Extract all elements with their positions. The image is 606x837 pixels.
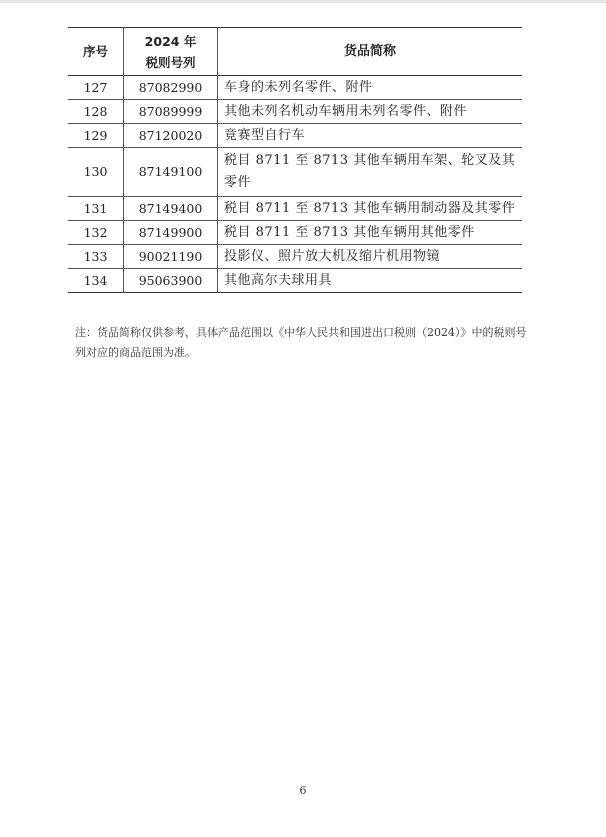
row-seq: 131: [68, 197, 124, 221]
row-name: 车身的未列名零件、附件: [224, 79, 373, 95]
row-name: 税目 8711 至 8713 其他车辆用车架、轮叉及其零件: [224, 153, 516, 190]
table-row: [68, 124, 522, 148]
row-name: 税目 8711 至 8713 其他车辆用制动器及其零件: [224, 200, 516, 216]
table-row: [68, 148, 522, 197]
table-row: [68, 197, 522, 221]
row-code: 87149100: [124, 148, 218, 197]
row-seq: 127: [68, 76, 124, 100]
row-seq: 132: [68, 221, 124, 245]
header-code: [124, 28, 218, 76]
tariff-table-container: [68, 27, 522, 293]
table-row: [68, 100, 522, 124]
row-seq: 133: [68, 245, 124, 269]
header-name: 货品简称: [343, 44, 396, 59]
header-code-line2: 税则号列: [145, 54, 196, 70]
footnote: 注：货品简称仅供参考，具体产品范围以《中华人民共和国进出口税则（2024）》中的税则号列对应的商品范围为准。: [75, 326, 527, 359]
header-code-line1: 2024 年: [144, 33, 197, 49]
row-code: 87082990: [124, 76, 218, 100]
row-code: 87149900: [124, 221, 218, 245]
header-row: [68, 28, 522, 76]
row-seq: 130: [68, 148, 124, 197]
row-name: 其他高尔夫球用具: [224, 272, 333, 288]
row-name: 竟赛型自行车: [224, 127, 306, 143]
row-name: 税目 8711 至 8713 其他车辆用其他零件: [224, 224, 475, 240]
row-seq: 134: [68, 269, 124, 293]
row-seq: 128: [68, 100, 124, 124]
table-row: [68, 76, 522, 100]
row-name: 其他未列名机动车辆用未列名零件、附件: [224, 103, 468, 119]
table-row: [68, 269, 522, 293]
table-row: [68, 221, 522, 245]
row-code: 87149400: [124, 197, 218, 221]
table-header: [68, 28, 522, 76]
table-row: [68, 245, 522, 269]
row-code: 95063900: [124, 269, 218, 293]
page-number: 6: [299, 784, 307, 797]
row-name: 投影仪、照片放大机及缩片机用物镜: [224, 248, 441, 264]
table-body: [68, 76, 522, 293]
row-code: 87089999: [124, 100, 218, 124]
header-seq: 序号: [68, 28, 124, 76]
row-seq: 129: [68, 124, 124, 148]
tariff-table: [68, 27, 522, 293]
row-code: 87120020: [124, 124, 218, 148]
row-code: 90021190: [124, 245, 218, 269]
page-top-edge: [0, 0, 606, 3]
